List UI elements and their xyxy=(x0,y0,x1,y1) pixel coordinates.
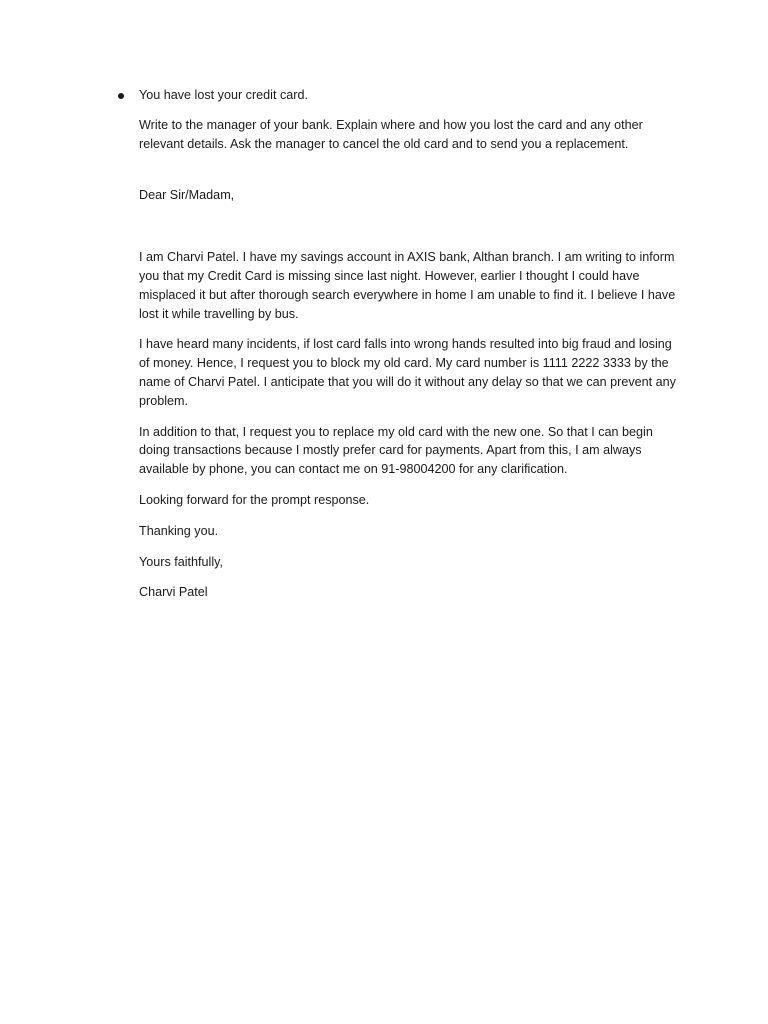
letter-valediction: Yours faithfully, xyxy=(139,554,224,569)
letter-closing-line: Looking forward for the prompt response. xyxy=(139,492,370,507)
letter-thanks: Thanking you. xyxy=(139,523,219,538)
letter-paragraph-3: In addition to that, I request you to replace my old card with the new one. So that I can begin doing transactions because I mostly prefer card for payments. Apart from this, I am always available by phone, you can contact me on 91-98004200 for any clarification. xyxy=(139,424,653,477)
task-instruction: Write to the manager of your bank. Explain where and how you lost the card and any other relevant details. Ask the manager to cancel the old card and to send you a replacement. xyxy=(139,117,643,151)
letter-signature: Charvi Patel xyxy=(139,585,208,600)
task-bullet-text: You have lost your credit card. xyxy=(139,88,308,102)
letter-salutation: Dear Sir/Madam, xyxy=(139,188,235,203)
letter-paragraph-2: I have heard many incidents, if lost card falls into wrong hands resulted into big fraud and losing of money. Hence, I request you to block my old card. My card number is 1111 2222 3333 by the name of Charvi Patel. I anticipate that you will do it without any delay so that we can prevent any problem. xyxy=(139,337,676,408)
letter-paragraph-1: I am Charvi Patel. I have my savings account in AXIS bank, Althan branch. I am writing to inform you that my Credit Card is missing since last night. However, earlier I thought I could have misplaced it but after thorough search everywhere in home I am unable to find it. I believe I have lost it while travelling by bus. xyxy=(139,250,676,321)
bullet-icon xyxy=(118,93,124,99)
task-bullet-item xyxy=(139,86,679,105)
document-body xyxy=(139,86,679,614)
